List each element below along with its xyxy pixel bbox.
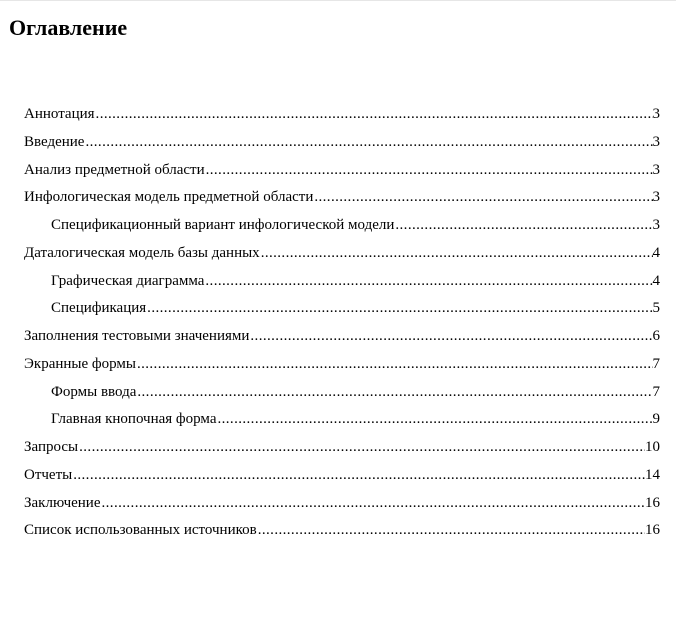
toc-entry-page-number: 5 <box>652 300 660 317</box>
toc-entry[interactable] <box>24 490 660 518</box>
toc-title: Оглавление <box>9 15 128 40</box>
toc-entry-page-number: 3 <box>652 133 660 150</box>
toc-entry-label: Анализ предметной области <box>24 161 205 178</box>
toc-entry-page-number: 3 <box>652 106 660 122</box>
toc-entry[interactable] <box>24 184 660 212</box>
toc-entry[interactable] <box>24 434 660 462</box>
toc-entry-page-number: 14 <box>645 466 660 483</box>
toc-entry[interactable] <box>24 212 660 240</box>
toc-entry[interactable] <box>24 268 660 296</box>
toc-entry-label: Формы ввода <box>51 383 137 400</box>
toc-entry-label: Список использованных источников <box>24 522 257 539</box>
toc-dot-leader <box>84 129 652 157</box>
toc-dot-leader <box>72 462 645 490</box>
toc-entry-label: Главная кнопочная форма <box>51 411 217 428</box>
toc-entry-label: Запросы <box>24 439 79 455</box>
toc-entry[interactable] <box>24 240 660 268</box>
toc-entry-page-number: 7 <box>652 383 660 400</box>
toc-entry-label: Инфологическая модель предметной области <box>24 189 314 206</box>
toc-entry-label: Спецификационный вариант инфологической модели <box>51 217 395 233</box>
toc-dot-leader <box>78 434 645 462</box>
toc-entry[interactable] <box>24 406 660 434</box>
page-top-border <box>0 0 676 1</box>
toc-entry[interactable] <box>24 462 660 490</box>
toc-dot-leader <box>257 517 645 545</box>
toc-entry-page-number: 4 <box>652 244 660 261</box>
toc-entry-page-number: 4 <box>652 272 660 289</box>
toc-dot-leader <box>136 351 653 379</box>
toc-entry-page-number: 10 <box>645 439 660 455</box>
toc-entry-label: Заключение <box>24 494 101 511</box>
toc-entry-page-number: 3 <box>652 189 660 206</box>
toc-list <box>24 101 660 545</box>
toc-dot-leader <box>101 490 646 518</box>
toc-entry[interactable] <box>24 129 660 157</box>
toc-dot-leader <box>136 379 652 407</box>
toc-entry-label: Отчеты <box>24 466 73 483</box>
toc-dot-leader <box>204 268 652 296</box>
toc-entry-page-number: 7 <box>652 355 660 372</box>
toc-dot-leader <box>146 295 652 323</box>
toc-entry[interactable] <box>24 517 660 545</box>
toc-entry[interactable] <box>24 351 660 379</box>
toc-entry-label: Спецификация <box>51 300 147 317</box>
toc-entry[interactable] <box>24 295 660 323</box>
toc-dot-leader <box>249 323 652 351</box>
toc-entry-label: Введение <box>24 133 85 150</box>
toc-entry-label: Аннотация <box>24 106 95 122</box>
toc-entry-page-number: 6 <box>652 328 660 344</box>
toc-dot-leader <box>394 212 652 240</box>
toc-dot-leader <box>313 184 652 212</box>
toc-entry[interactable] <box>24 157 660 185</box>
toc-entry-page-number: 9 <box>652 411 660 428</box>
toc-entry[interactable] <box>24 323 660 351</box>
toc-entry-label: Даталогическая модель базы данных <box>24 244 260 261</box>
toc-entry-label: Экранные формы <box>24 355 136 372</box>
toc-dot-leader <box>205 157 653 185</box>
toc-dot-leader <box>260 240 653 268</box>
toc-entry[interactable] <box>24 101 660 129</box>
toc-entry-label: Графическая диаграмма <box>51 272 205 289</box>
toc-dot-leader <box>216 406 652 434</box>
toc-entry-page-number: 16 <box>645 494 660 511</box>
toc-entry-page-number: 3 <box>652 161 660 178</box>
toc-entry-label: Заполнения тестовыми значениями <box>24 328 250 344</box>
toc-dot-leader <box>95 101 653 129</box>
toc-entry-page-number: 3 <box>652 217 660 233</box>
toc-entry-page-number: 16 <box>645 522 660 539</box>
toc-entry[interactable] <box>24 379 660 407</box>
